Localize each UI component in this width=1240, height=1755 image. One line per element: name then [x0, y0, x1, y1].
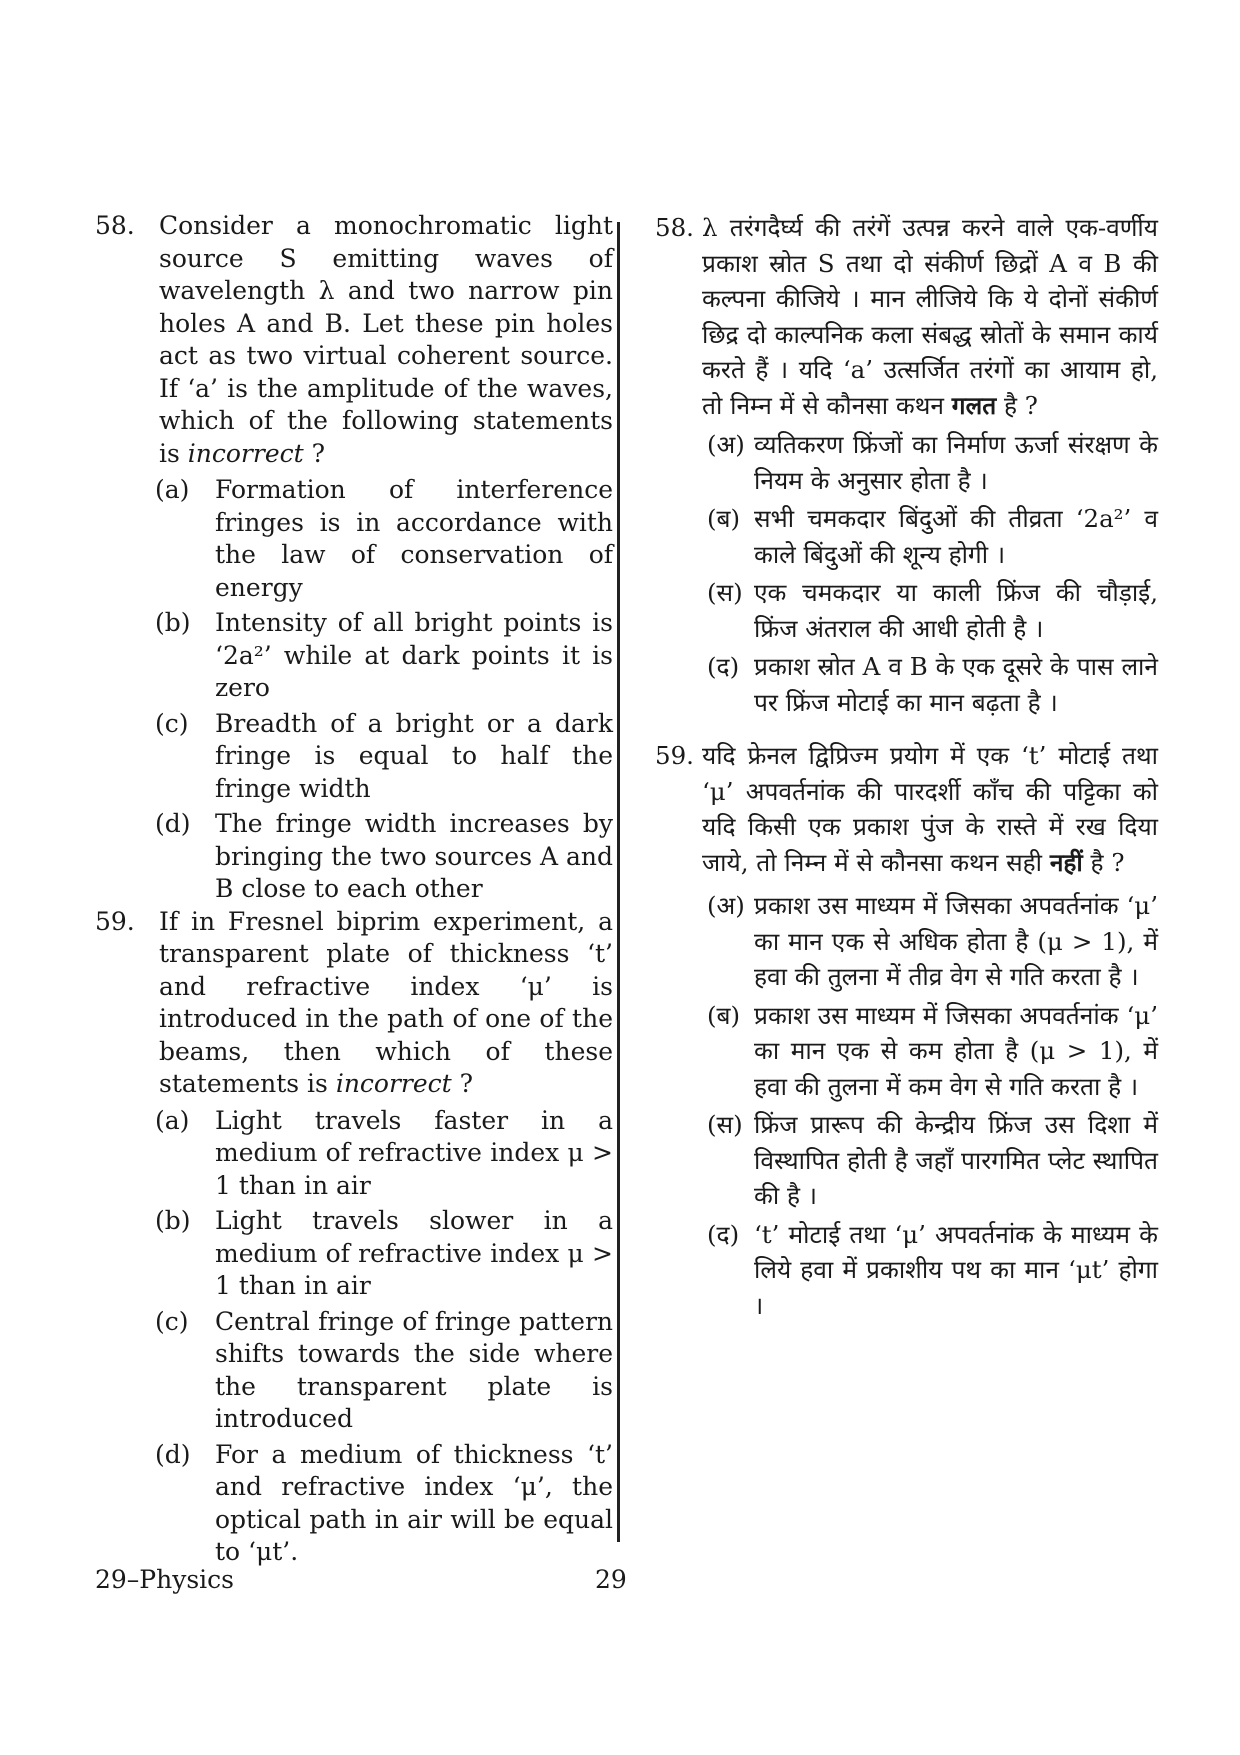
options-58-hi	[655, 427, 1158, 720]
question-text: यदि फ्रेनल द्विप्रिज्म प्रयोग में एक ‘t’ मोटाई तथा ‘μ’ अपवर्तनांक की पारदर्शी काँच की पट्टिका को यदि किसी एक प्रकाश पुंज के रास्ते में रख दिया जाये, तो निम्न में से कौनसा कथन सही नहीं है ?	[702, 741, 1158, 877]
question-number: 59.	[655, 741, 694, 770]
options-59-en	[95, 1105, 613, 1569]
option-d: (d) The fringe width increases by bringing the two sources A and B close to each other	[155, 809, 613, 903]
question-59-en	[95, 906, 613, 1101]
option-a: (a) Formation of interference fringes is in accordance with the law of conservation of energy	[155, 475, 613, 602]
question-number: 58.	[655, 213, 694, 242]
option-a: (अ) व्यतिकरण फ्रिंजों का निर्माण ऊर्जा संरक्षण के नियम के अनुसार होता है ।	[707, 430, 1158, 495]
option-b: (b) Intensity of all bright points is ‘2a²’ while at dark points it is zero	[155, 608, 613, 702]
question-59-hi	[655, 738, 1158, 880]
question-text: If in Fresnel biprim experiment, a transparent plate of thickness ‘t’ and refractive index ‘μ’ is introduced in the path of one of the beams, then which of these statements is incorrect ?	[159, 906, 613, 1098]
question-emphasis: नहीं	[1049, 847, 1083, 877]
option-c: (c) Central fringe of fringe pattern shifts towards the side where the transparent plate is introduced	[155, 1306, 613, 1433]
option-d: (द) प्रकाश स्रोत A व B के एक दूसरे के पास लाने पर फ्रिंज मोटाई का मान बढ़ता है ।	[707, 652, 1158, 717]
option-c: (c) Breadth of a bright or a dark fringe is equal to half the fringe width	[155, 708, 613, 803]
question-number: 58.	[95, 211, 135, 240]
page-number: 29	[595, 1565, 627, 1594]
options-58-en	[95, 474, 613, 906]
option-d: (द) ‘t’ मोटाई तथा ‘μ’ अपवर्तनांक के माध्यम के लिये हवा में प्रकाशीय पथ का मान ‘μt’ होगा ।	[707, 1219, 1158, 1320]
column-divider	[617, 222, 620, 1542]
question-number: 59.	[95, 906, 135, 936]
option-a: (अ) प्रकाश उस माध्यम में जिसका अपवर्तनांक ‘μ’ का मान एक से अधिक होता है (μ > 1), में हवा की तुलना में तीव्र वेग से गति करता है ।	[707, 891, 1158, 991]
option-a: (a) Light travels faster in a medium of refractive index μ > 1 than in air	[155, 1105, 613, 1200]
hindi-column	[655, 210, 1158, 1323]
option-d: (d) For a medium of thickness ‘t’ and refractive index ‘μ’, the optical path in air will be equal to ‘μt’.	[155, 1439, 613, 1566]
option-b: (ब) प्रकाश उस माध्यम में जिसका अपवर्तनांक ‘μ’ का मान एक से कम होता है (μ > 1), में हवा की तुलना में कम वेग से गति करता है ।	[707, 1000, 1158, 1101]
options-59-hi	[655, 888, 1158, 1323]
footer-subject-label: 29–Physics	[95, 1565, 235, 1594]
english-column	[95, 210, 613, 1569]
question-emphasis: incorrect	[187, 438, 304, 468]
option-c: (स) फ्रिंज प्रारूप की केन्द्रीय फ्रिंज उस दिशा में विस्थापित होती है जहाँ पारगमित प्लेट स्थापित की है ।	[707, 1110, 1158, 1210]
question-text: Consider a monochromatic light source S emitting waves of wavelength λ and two narrow pin holes A and B. Let these pin holes act as two virtual coherent source. If ‘a’ is the amplitude of the waves, which of the following statements is incorrect ?	[159, 211, 613, 468]
question-58-hi	[655, 210, 1158, 423]
option-c: (स) एक चमकदार या काली फ्रिंज की चौड़ाई, फ्रिंज अंतराल की आधी होती है ।	[707, 578, 1158, 643]
question-emphasis: incorrect	[335, 1069, 452, 1098]
question-emphasis: गलत	[951, 390, 997, 420]
question-58-en	[95, 210, 613, 470]
option-b: (ब) सभी चमकदार बिंदुओं की तीव्रता ‘2a²’ व काले बिंदुओं की शून्य होगी ।	[707, 504, 1158, 569]
question-text: λ तरंगदैर्घ्य की तरंगें उत्पन्न करने वाले एक-वर्णीय प्रकाश स्रोत S तथा दो संकीर्ण छिद्रों A व B की कल्पना कीजिये । मान लीजिये कि ये दोनों संकीर्ण छिद्र दो काल्पनिक कला संबद्ध स्रोतों के समान कार्य करते हैं । यदि ‘a’ उत्सर्जित तरंगों का आयाम हो, तो निम्न में से कौनसा कथन गलत है ?	[702, 213, 1158, 420]
option-b: (b) Light travels slower in a medium of refractive index μ > 1 than in air	[155, 1206, 613, 1300]
